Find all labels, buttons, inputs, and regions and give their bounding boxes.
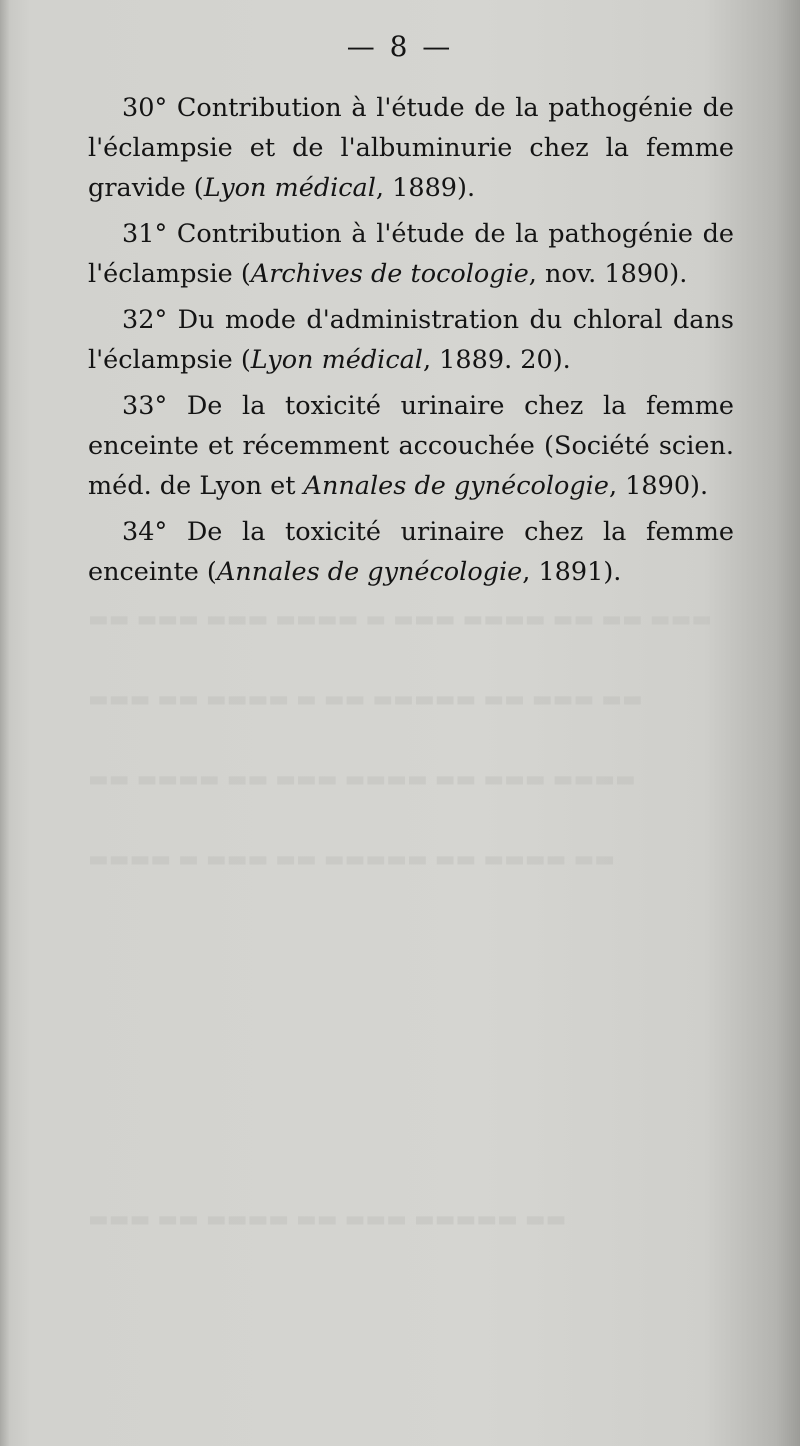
bleed-through-texture: ▬▬▬ ▬▬ ▬▬▬▬ ▬ ▬▬ ▬▬▬▬▬ ▬▬ ▬▬▬ ▬▬ xyxy=(88,687,643,712)
bibliography-entry-31: 31° Contribution à l'étude de la pathogénie de l'éclampsie (Archives de tocologie, nov. 1890). xyxy=(88,219,734,289)
bibliography-list xyxy=(88,88,734,592)
bibliography-entry-33: 33° De la toxicité urinaire chez la femme enceinte et récemment accouchée (Société scien. méd. de Lyon et Annales de gynécologie, 1890). xyxy=(88,391,734,501)
bleed-through-texture: ▬▬ ▬▬▬ ▬▬▬ ▬▬▬▬ ▬ ▬▬▬ ▬▬▬▬ ▬▬ ▬▬ ▬▬▬ xyxy=(88,607,713,632)
bleed-through-texture: ▬▬▬▬ ▬ ▬▬▬ ▬▬ ▬▬▬▬▬ ▬▬ ▬▬▬▬ ▬▬ xyxy=(88,847,616,872)
bibliography-entry-34: 34° De la toxicité urinaire chez la femme enceinte (Annales de gynécologie, 1891). xyxy=(88,517,734,587)
page-number: — 8 — xyxy=(346,30,454,63)
bleed-through-texture: ▬▬▬ ▬▬ ▬▬▬▬ ▬▬ ▬▬▬ ▬▬▬▬▬ ▬▬ xyxy=(88,1207,567,1232)
bibliography-entry-32: 32° Du mode d'administration du chloral dans l'éclampsie (Lyon médical, 1889. 20). xyxy=(88,305,734,375)
bibliography-entry-30: 30° Contribution à l'étude de la pathogénie de l'éclampsie et de l'albuminurie chez la femme gravide (Lyon médical, 1889). xyxy=(88,93,734,203)
bleed-through-texture: ▬▬ ▬▬▬▬ ▬▬ ▬▬▬ ▬▬▬▬ ▬▬ ▬▬▬ ▬▬▬▬ xyxy=(88,767,636,792)
